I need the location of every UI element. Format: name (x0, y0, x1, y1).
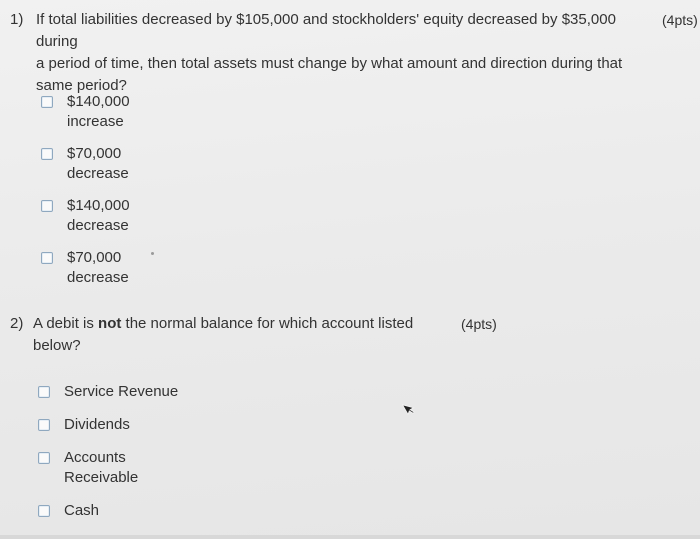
question-2-text (33, 313, 433, 357)
option-label (64, 382, 178, 402)
checkbox-icon[interactable] (41, 148, 53, 160)
option-label (67, 92, 130, 132)
option-label (67, 144, 129, 184)
option-label-line-1: Dividends (64, 416, 130, 433)
option-label-line-2: Receivable (64, 469, 139, 486)
option-label (67, 196, 130, 236)
question-2-points: (4pts) (461, 316, 497, 332)
checkbox-icon[interactable] (38, 386, 50, 398)
question-2-text-after: the normal balance for which account listed (121, 315, 414, 332)
checkbox-icon[interactable] (41, 252, 53, 264)
option-label-line-1: $70,000 (67, 249, 122, 266)
option-label-line-2: decrease (67, 217, 129, 234)
screen-speck (151, 252, 154, 255)
option-label-line-1: Accounts (64, 449, 126, 466)
question-1-line-2: a period of time, then total assets must change by what amount and direction during that (36, 55, 623, 72)
question-1-line-1: If total liabilities decreased by $105,000 and stockholders' equity decreased by $35,000 during (36, 11, 616, 50)
question-2-text-before: A debit is (33, 315, 99, 332)
option-label (64, 501, 99, 521)
option-label-line-1: Cash (64, 502, 100, 519)
question-2-text-bold: not (98, 315, 122, 332)
checkbox-icon[interactable] (38, 419, 50, 431)
option-label-line-2: decrease (67, 269, 129, 286)
checkbox-icon[interactable] (41, 96, 53, 108)
checkbox-icon[interactable] (38, 452, 50, 464)
option-label (64, 415, 130, 435)
question-1-text (36, 9, 648, 97)
option-label (67, 248, 129, 288)
mouse-pointer-icon (402, 401, 416, 415)
question-2-number: 2) (10, 315, 24, 332)
question-1-points: (4pts) (662, 12, 698, 28)
option-label-line-1: $140,000 (67, 93, 130, 110)
question-2-line-2: below? (33, 337, 81, 354)
option-label-line-2: decrease (67, 165, 129, 182)
question-1-line-3: same period? (36, 77, 127, 94)
option-label-line-2: increase (67, 113, 124, 130)
checkbox-icon[interactable] (41, 200, 53, 212)
option-label (64, 448, 138, 488)
option-label-line-1: $140,000 (67, 197, 130, 214)
page-bottom-edge (0, 535, 700, 539)
option-label-line-1: $70,000 (67, 145, 122, 162)
option-label-line-1: Service Revenue (64, 383, 179, 400)
question-1-number: 1) (10, 11, 24, 28)
checkbox-icon[interactable] (38, 505, 50, 517)
